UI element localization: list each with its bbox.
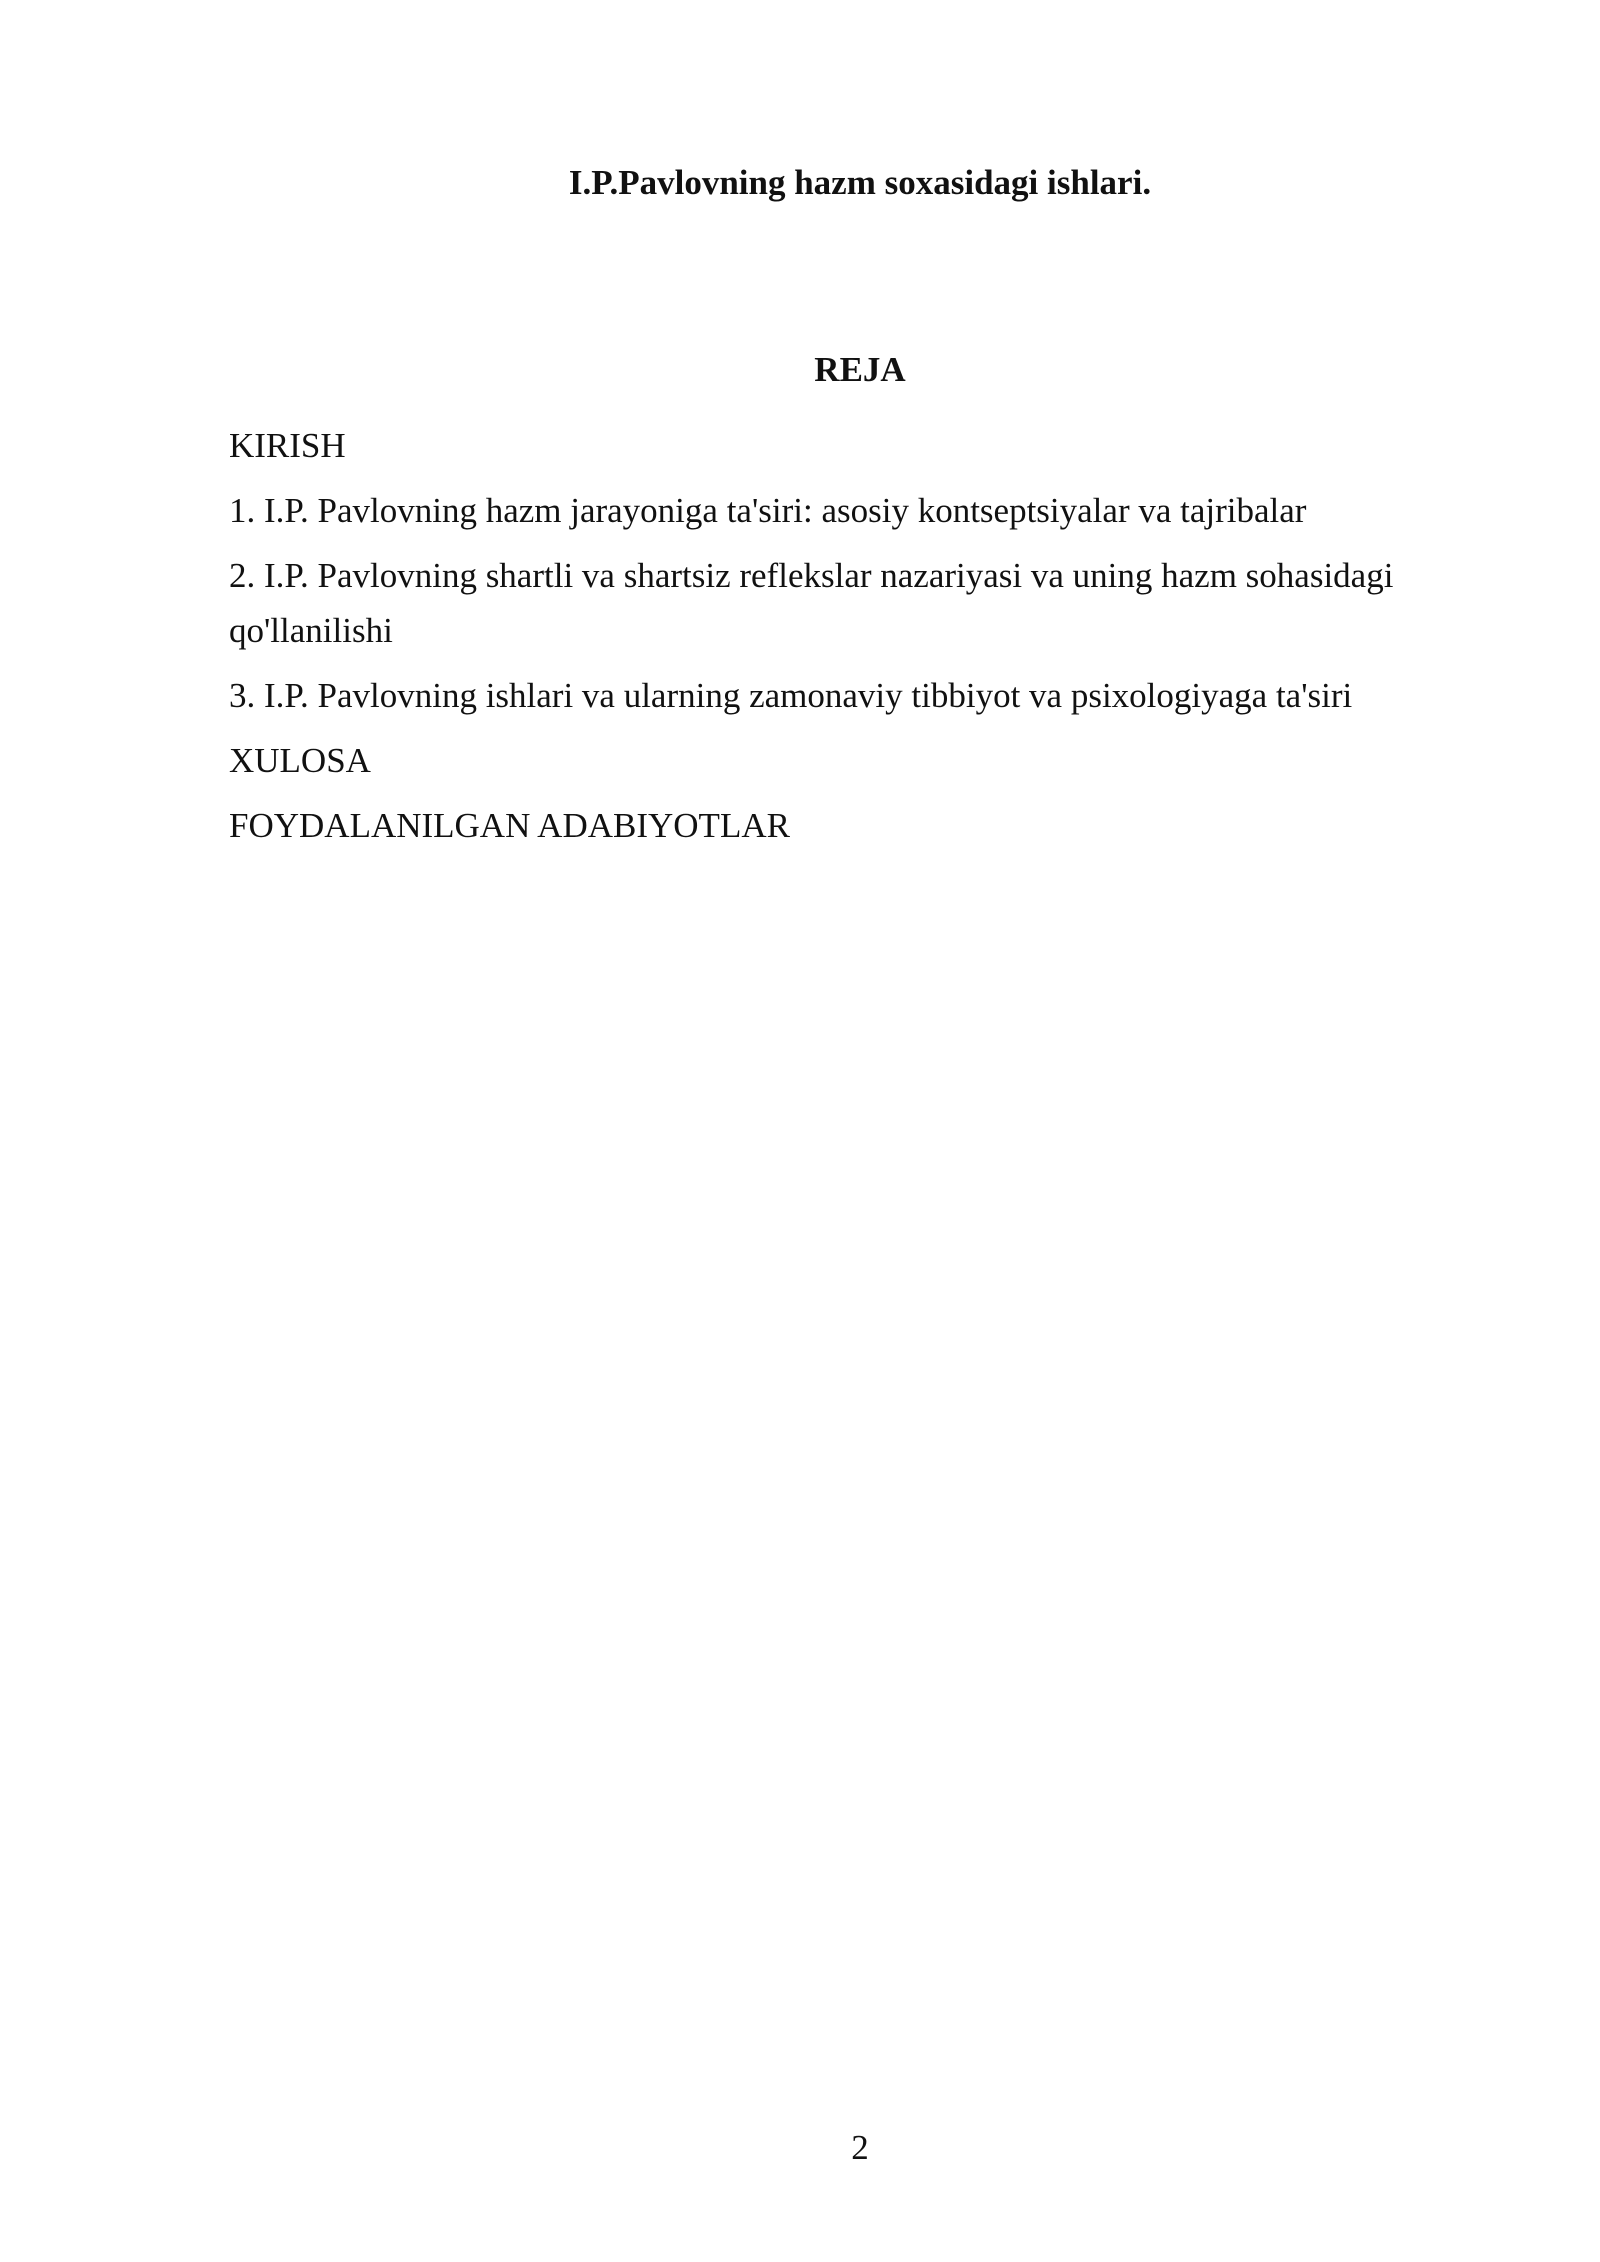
plan-item-references: FOYDALANILGAN ADABIYOTLAR xyxy=(229,806,790,845)
plan-item-3: 3. I.P. Pavlovning ishlari va ularning zamonaviy tibbiyot va psixologiyaga ta'siri xyxy=(229,676,1353,715)
plan-heading: REJA xyxy=(814,350,906,389)
plan-item-introduction: KIRISH xyxy=(229,426,346,465)
document-title: I.P.Pavlovning hazm soxasidagi ishlari. xyxy=(568,163,1152,202)
plan-item-conclusion: XULOSA xyxy=(229,741,371,780)
plan-item-1: 1. I.P. Pavlovning hazm jarayoniga ta'siri: asosiy kontseptsiyalar va tajribalar xyxy=(229,491,1307,530)
page-number: 2 xyxy=(851,2128,869,2167)
plan-item-2: 2. I.P. Pavlovning shartli va shartsiz reflekslar nazariyasi va uning hazm sohasidagi qo'llanilishi xyxy=(229,556,1394,650)
plan-list xyxy=(229,418,1529,863)
